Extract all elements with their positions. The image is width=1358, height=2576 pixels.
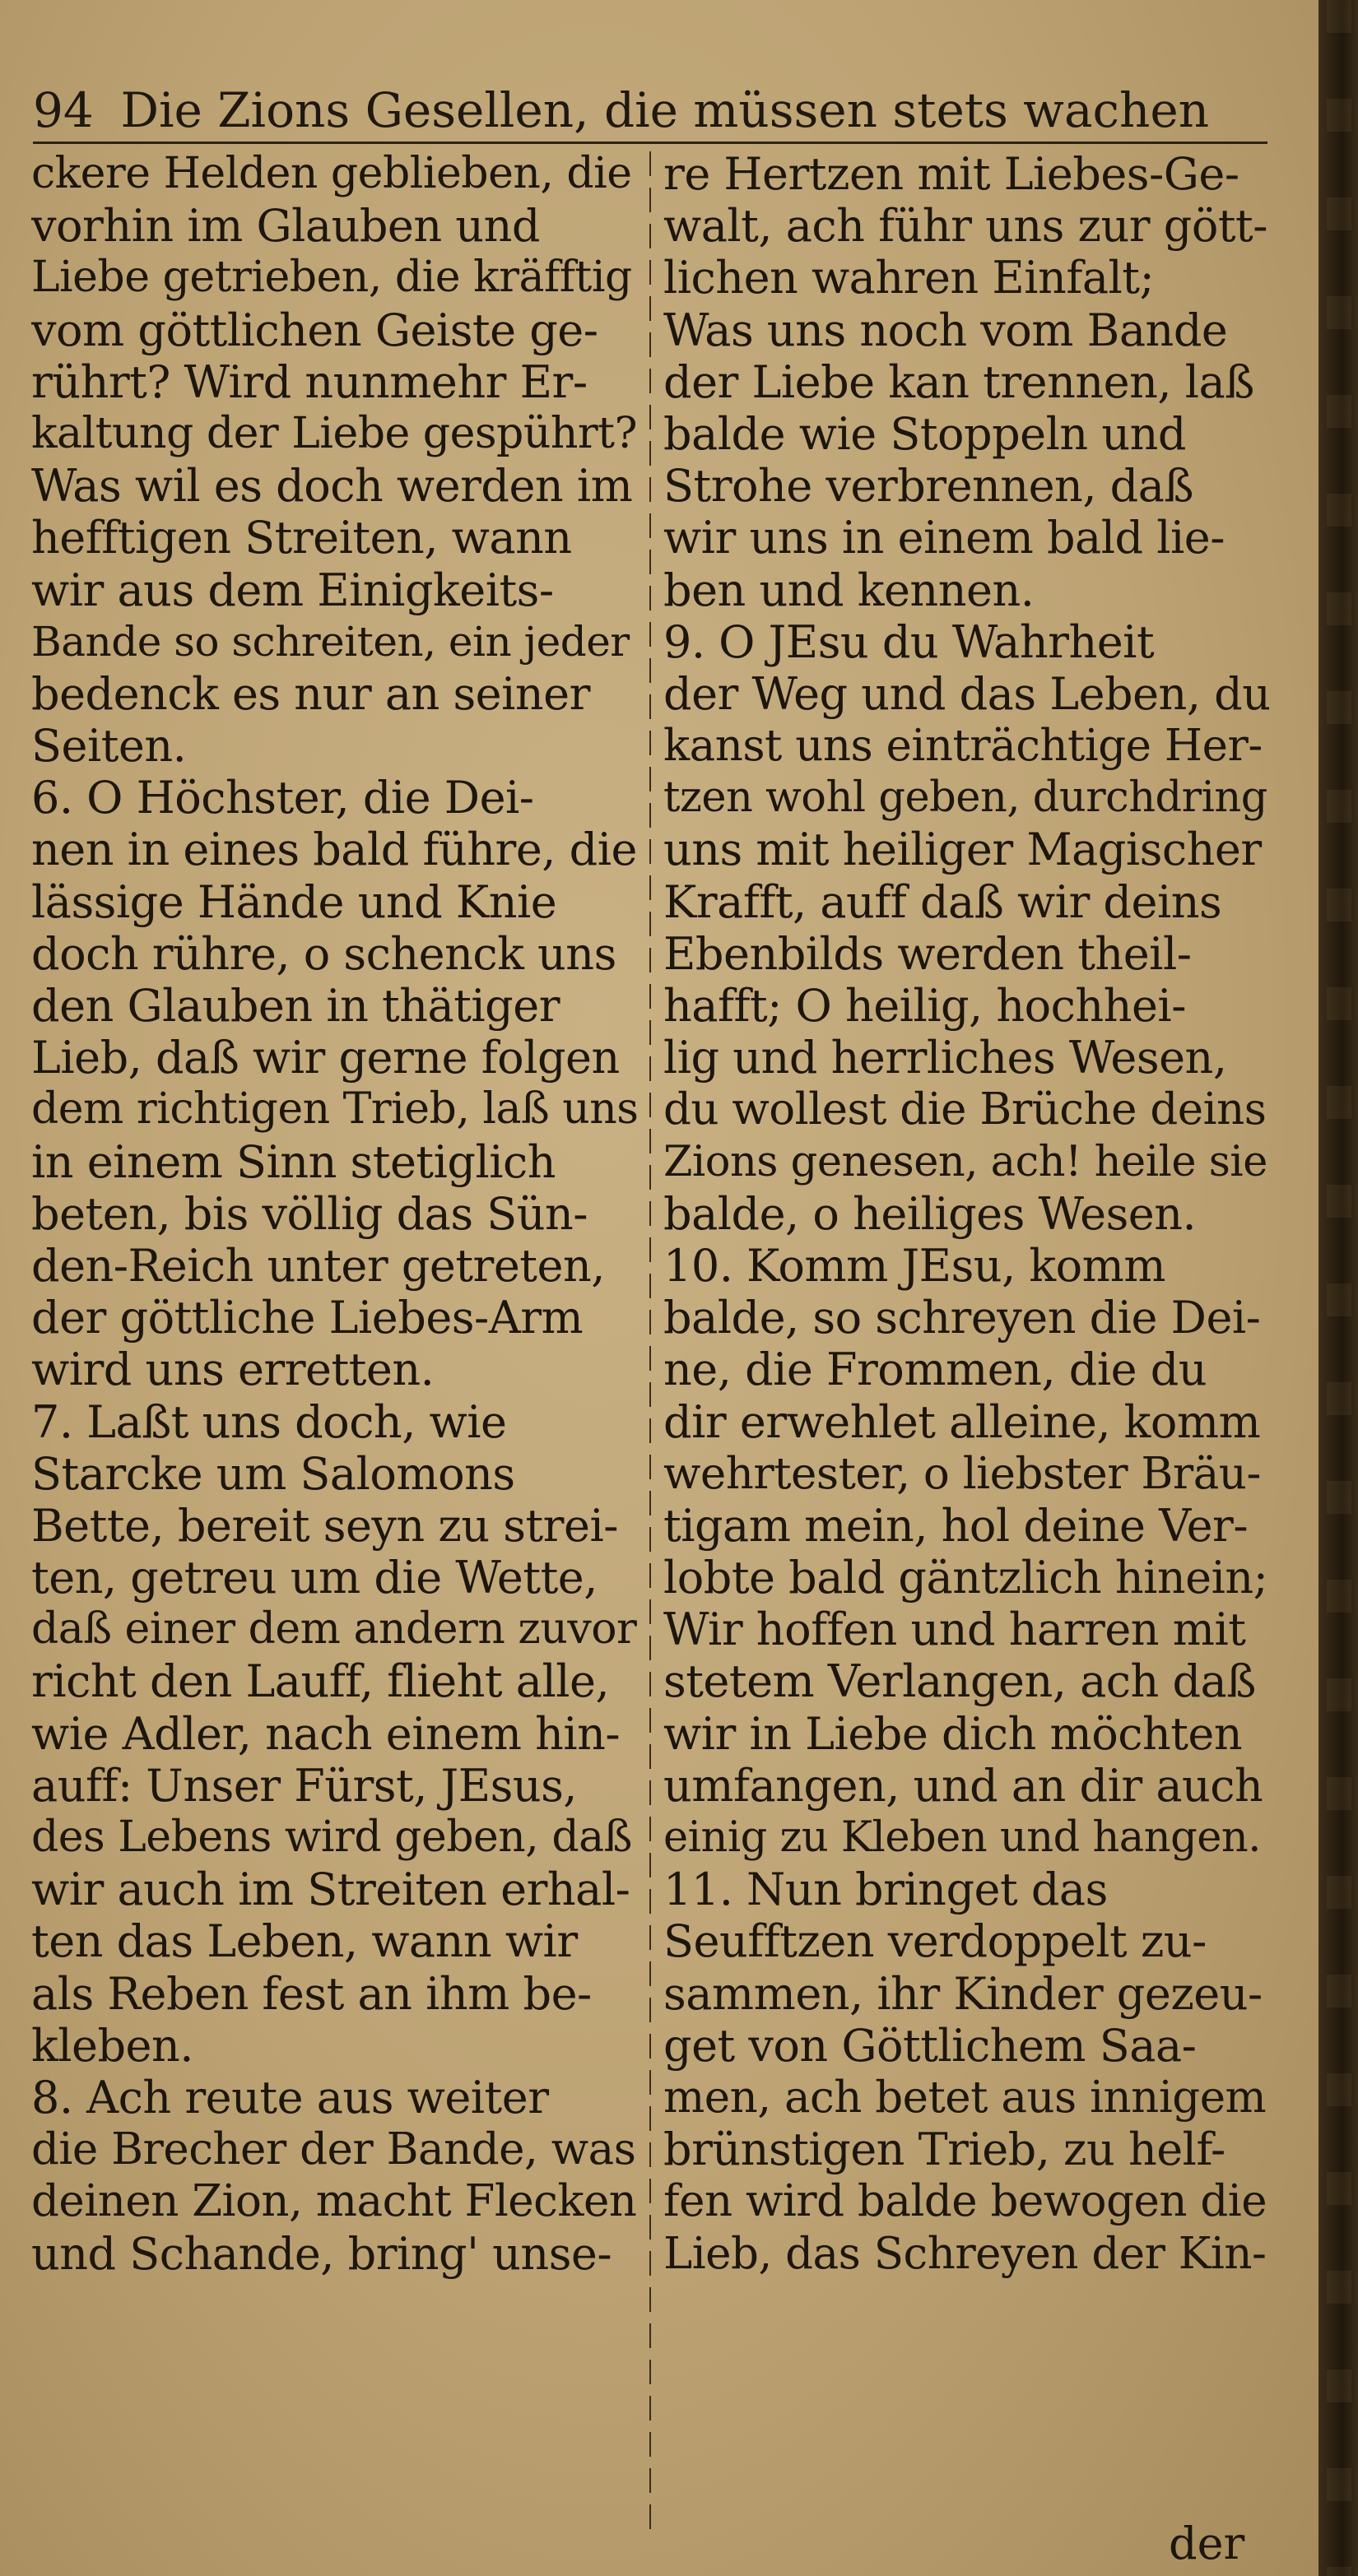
- text-line: 8. Ach reute aus weiter: [31, 2071, 549, 2123]
- text-line: lobte bald gäntzlich hinein;: [663, 1552, 1268, 1604]
- text-line: wir auch im Streiten erhal-: [31, 1864, 630, 1916]
- text-line: Zions genesen, ach! heile sie: [663, 1137, 1267, 1186]
- text-line: re Hertzen mit Liebes-Ge-: [663, 148, 1239, 200]
- text-line: wie Adler, nach einem hin-: [31, 1707, 621, 1760]
- text-line: auff: Unser Fürst, JEsus,: [31, 1759, 577, 1812]
- text-line: richt den Lauff, flieht alle,: [31, 1655, 610, 1708]
- text-line: umfangen, und an dir auch: [663, 1759, 1263, 1812]
- text-line: die Brecher der Bande, was: [31, 2124, 636, 2175]
- text-line: deinen Zion, macht Flecken: [31, 2176, 637, 2227]
- text-line: kleben.: [31, 2019, 193, 2072]
- text-line: einig zu Kleben und hangen.: [663, 1813, 1261, 1862]
- text-line: Krafft, auff daß wir deins: [663, 875, 1222, 928]
- text-line: Wir hoffen und harren mit: [663, 1604, 1246, 1656]
- text-line: wir in Liebe dich möchten: [663, 1707, 1243, 1760]
- text-line: Ebenbilds werden theil-: [663, 927, 1192, 980]
- text-line: lichen wahren Einfalt;: [663, 252, 1155, 304]
- text-line: Was wil es doch werden im: [31, 460, 633, 513]
- text-line: tzen wohl geben, durchdring: [663, 773, 1267, 823]
- text-line: und Schande, bring' unse-: [31, 2227, 612, 2280]
- right-column: [663, 148, 1271, 2559]
- header-rule: [33, 142, 1267, 144]
- text-line: balde wie Stoppeln und: [663, 407, 1186, 460]
- text-line: Strohe verbrennen, daß: [663, 460, 1193, 513]
- text-line: tigam mein, hol deine Ver-: [663, 1499, 1249, 1552]
- text-line: als Reben fest an ihm be-: [31, 1967, 592, 2020]
- text-line: balde, o heiliges Wesen.: [663, 1187, 1197, 1240]
- text-line: hafft; O heilig, hochhei-: [663, 980, 1186, 1032]
- text-line: kaltung der Liebe gespührt?: [31, 408, 637, 458]
- text-line: dem richtigen Trieb, laß uns: [31, 1084, 639, 1135]
- text-line: beten, bis völlig das Sün-: [31, 1187, 588, 1240]
- text-line: des Lebens wird geben, daß: [31, 1812, 632, 1862]
- text-line: den Glauben in thätiger: [31, 980, 560, 1032]
- text-line: Lieb, daß wir gerne folgen: [31, 1032, 620, 1084]
- text-line: nen in eines bald führe, die: [31, 824, 637, 876]
- text-line: vorhin im Glauben und: [31, 200, 540, 253]
- text-line: in einem Sinn stetiglich: [31, 1135, 556, 1188]
- text-line: der göttliche Liebes-Arm: [31, 1292, 584, 1344]
- text-line: du wollest die Brüche deins: [663, 1084, 1267, 1135]
- text-line: doch rühre, o schenck uns: [31, 927, 616, 980]
- text-line: daß einer dem andern zuvor: [31, 1604, 637, 1655]
- text-line: brünstigen Trieb, zu helf-: [663, 2123, 1225, 2176]
- text-line: Was uns noch vom Bande: [663, 304, 1228, 356]
- catchword: der: [1169, 2518, 1245, 2569]
- text-line: hefftigen Streiten, wann: [31, 512, 572, 564]
- text-line: 9. O JEsu du Wahrheit: [663, 615, 1155, 668]
- adjacent-page-edge: [1327, 0, 1351, 2576]
- text-line: sammen, ihr Kinder gezeu-: [663, 1967, 1263, 2020]
- text-line: 7. Laßt uns doch, wie: [31, 1395, 507, 1448]
- text-line: lässige Hände und Knie: [31, 875, 557, 928]
- text-line: Liebe getrieben, die kräfftig: [31, 253, 632, 303]
- text-line: wir aus dem Einigkeits-: [31, 564, 554, 616]
- text-line: Lieb, das Schreyen der Kin-: [663, 2228, 1267, 2279]
- running-head: Die Zions Gesellen, die müssen stets wachen: [120, 82, 1210, 138]
- text-line: vom göttlichen Geiste ge-: [31, 304, 598, 356]
- text-line: fen wird balde bewogen die: [663, 2176, 1267, 2227]
- text-line: balde, so schreyen die Dei-: [663, 1292, 1261, 1344]
- text-line: rührt? Wird nunmehr Er-: [31, 355, 588, 408]
- text-line: kanst uns einträchtige Her-: [663, 721, 1263, 772]
- text-line: wird uns erretten.: [31, 1344, 435, 1396]
- text-line: stetem Verlangen, ach daß: [663, 1655, 1256, 1708]
- text-line: Bande so schreiten, ein jeder: [31, 617, 630, 666]
- text-line: ten, getreu um die Wette,: [31, 1552, 598, 1604]
- text-line: wir uns in einem bald lie-: [663, 512, 1225, 564]
- text-line: get von Göttlichem Saa-: [663, 2019, 1197, 2072]
- text-line: den-Reich unter getreten,: [31, 1239, 605, 1292]
- text-line: Seufftzen verdoppelt zu-: [663, 1915, 1207, 1968]
- text-line: ben und kennen.: [663, 564, 1035, 616]
- text-line: Bette, bereit seyn zu strei-: [31, 1499, 618, 1552]
- page-header: [33, 81, 1251, 140]
- left-column: [31, 148, 639, 2559]
- text-line: ckere Helden geblieben, die: [31, 149, 632, 198]
- text-line: wehrtester, o liebster Bräu-: [663, 1448, 1261, 1499]
- text-line: ne, die Frommen, die du: [663, 1344, 1207, 1396]
- text-line: walt, ach führ uns zur gött-: [663, 200, 1267, 253]
- text-line: uns mit heiliger Magischer: [663, 824, 1262, 876]
- text-line: 10. Komm JEsu, komm: [663, 1239, 1166, 1292]
- text-line: Seiten.: [31, 720, 187, 773]
- text-line: ten das Leben, wann wir: [31, 1915, 578, 1968]
- text-line: dir erwehlet alleine, komm: [663, 1395, 1261, 1448]
- column-divider: [649, 151, 651, 2537]
- text-line: 6. O Höchster, die Dei-: [31, 772, 534, 824]
- text-line: Starcke um Salomons: [31, 1447, 515, 1500]
- text-line: 11. Nun bringet das: [663, 1864, 1108, 1916]
- page-number: 94: [33, 82, 94, 138]
- text-line: der Weg und das Leben, du: [663, 667, 1271, 720]
- text-line: der Liebe kan trennen, laß: [663, 355, 1254, 408]
- text-line: men, ach betet aus innigem: [663, 2072, 1267, 2123]
- text-line: bedenck es nur an seiner: [31, 667, 590, 720]
- text-line: lig und herrliches Wesen,: [663, 1032, 1227, 1084]
